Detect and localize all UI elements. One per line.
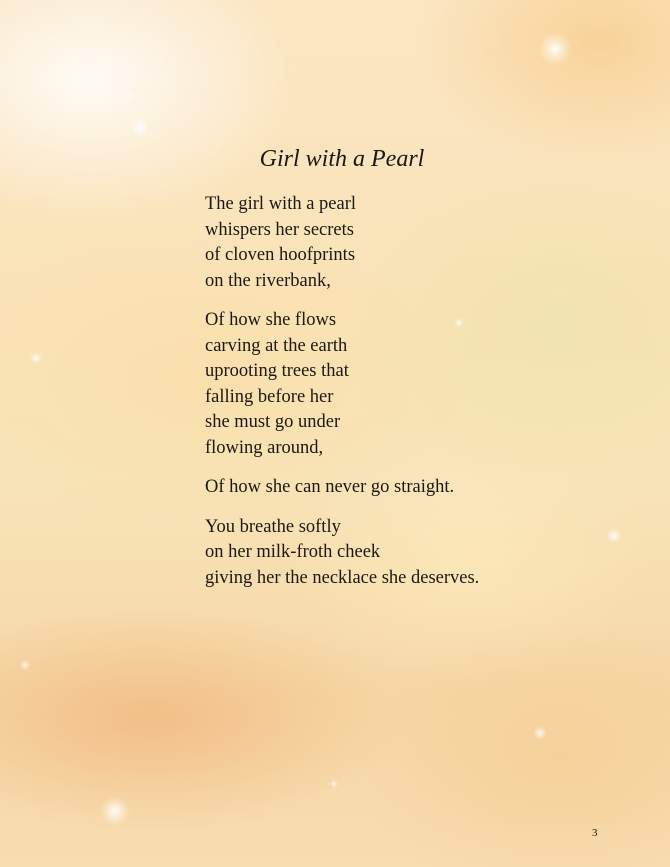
poem-line: flowing around, — [205, 437, 324, 458]
sparkle — [330, 780, 338, 788]
poem-body — [205, 192, 625, 605]
poem-line: giving her the necklace she deserves. — [205, 567, 480, 588]
poem-line: Of how she can never go straight. — [205, 477, 455, 497]
poem-line: Of how she flows — [205, 310, 337, 330]
stanza — [205, 475, 625, 501]
poem-title: Girl with a Pearl — [259, 146, 425, 172]
sparkle — [124, 90, 134, 100]
stanza — [205, 192, 625, 294]
poem-line: on the riverbank, — [205, 270, 331, 291]
sparkle — [30, 352, 42, 364]
poem-line: The girl with a pearl — [205, 194, 357, 214]
poem-line: carving at the earth — [205, 335, 348, 356]
sparkle — [20, 660, 30, 670]
stanza — [205, 308, 625, 461]
poem-line: You breathe softly — [205, 516, 341, 537]
sparkle — [533, 726, 547, 740]
stanza — [205, 515, 625, 592]
poem-line: whispers her secrets — [205, 219, 354, 240]
sparkle — [538, 32, 572, 66]
sparkle — [130, 118, 150, 138]
poem-line: falling before her — [205, 386, 334, 407]
poem-line: of cloven hoofprints — [205, 245, 356, 265]
poem-line: she must go under — [205, 412, 341, 432]
poem-line: on her milk-froth cheek — [205, 542, 381, 562]
poem-line: uprooting trees that — [205, 361, 349, 381]
page-number: 3 — [592, 827, 598, 839]
sparkle — [100, 796, 130, 826]
